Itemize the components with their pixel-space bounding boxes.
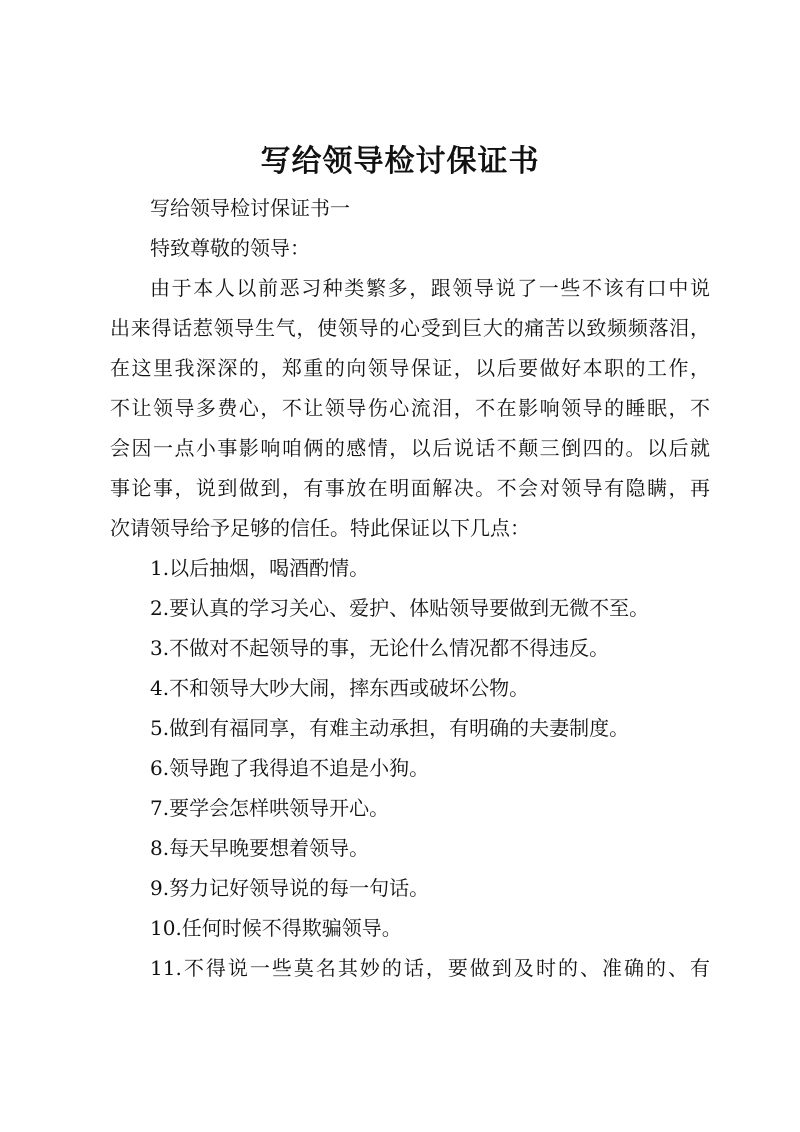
subtitle-line: 写给领导检讨保证书一	[150, 196, 350, 220]
list-item: 11.不得说一些莫名其妙的话，要做到及时的、准确的、有	[150, 956, 710, 980]
paragraph-line: 在这里我深深的，郑重的向领导保证，以后要做好本职的工作，	[110, 356, 710, 380]
list-item: 8.每天早晚要想着领导。	[150, 836, 370, 860]
paragraph-line: 事论事，说到做到，有事放在明面解决。不会对领导有隐瞒，再	[110, 476, 710, 500]
paragraph-line: 次请领导给予足够的信任。特此保证以下几点：	[110, 516, 530, 540]
list-item: 2.要认真的学习关心、爱护、体贴领导要做到无微不至。	[150, 596, 650, 620]
document-title: 写给领导检讨保证书	[260, 144, 540, 179]
paragraph-line: 会因一点小事影响咱俩的感情，以后说话不颠三倒四的。以后就	[110, 436, 710, 460]
list-item: 7.要学会怎样哄领导开心。	[150, 796, 390, 820]
list-item: 9.努力记好领导说的每一句话。	[150, 876, 430, 900]
list-item: 1.以后抽烟，喝酒酌情。	[150, 556, 370, 580]
paragraph-line: 由于本人以前恶习种类繁多，跟领导说了一些不该有口中说	[150, 276, 710, 300]
list-item: 6.领导跑了我得追不追是小狗。	[150, 756, 430, 780]
salutation-line: 特致尊敬的领导：	[150, 236, 310, 260]
list-item: 10.任何时候不得欺骗领导。	[150, 916, 402, 940]
list-item: 3.不做对不起领导的事，无论什么情况都不得违反。	[150, 636, 610, 660]
paragraph-line: 不让领导多费心，不让领导伤心流泪，不在影响领导的睡眠，不	[110, 396, 710, 420]
document-body	[110, 188, 710, 988]
list-item: 4.不和领导大吵大闹，摔东西或破坏公物。	[150, 676, 530, 700]
paragraph-line: 出来得话惹领导生气，使领导的心受到巨大的痛苦以致频频落泪，	[110, 316, 710, 340]
list-item: 5.做到有福同享，有难主动承担，有明确的夫妻制度。	[150, 716, 630, 740]
